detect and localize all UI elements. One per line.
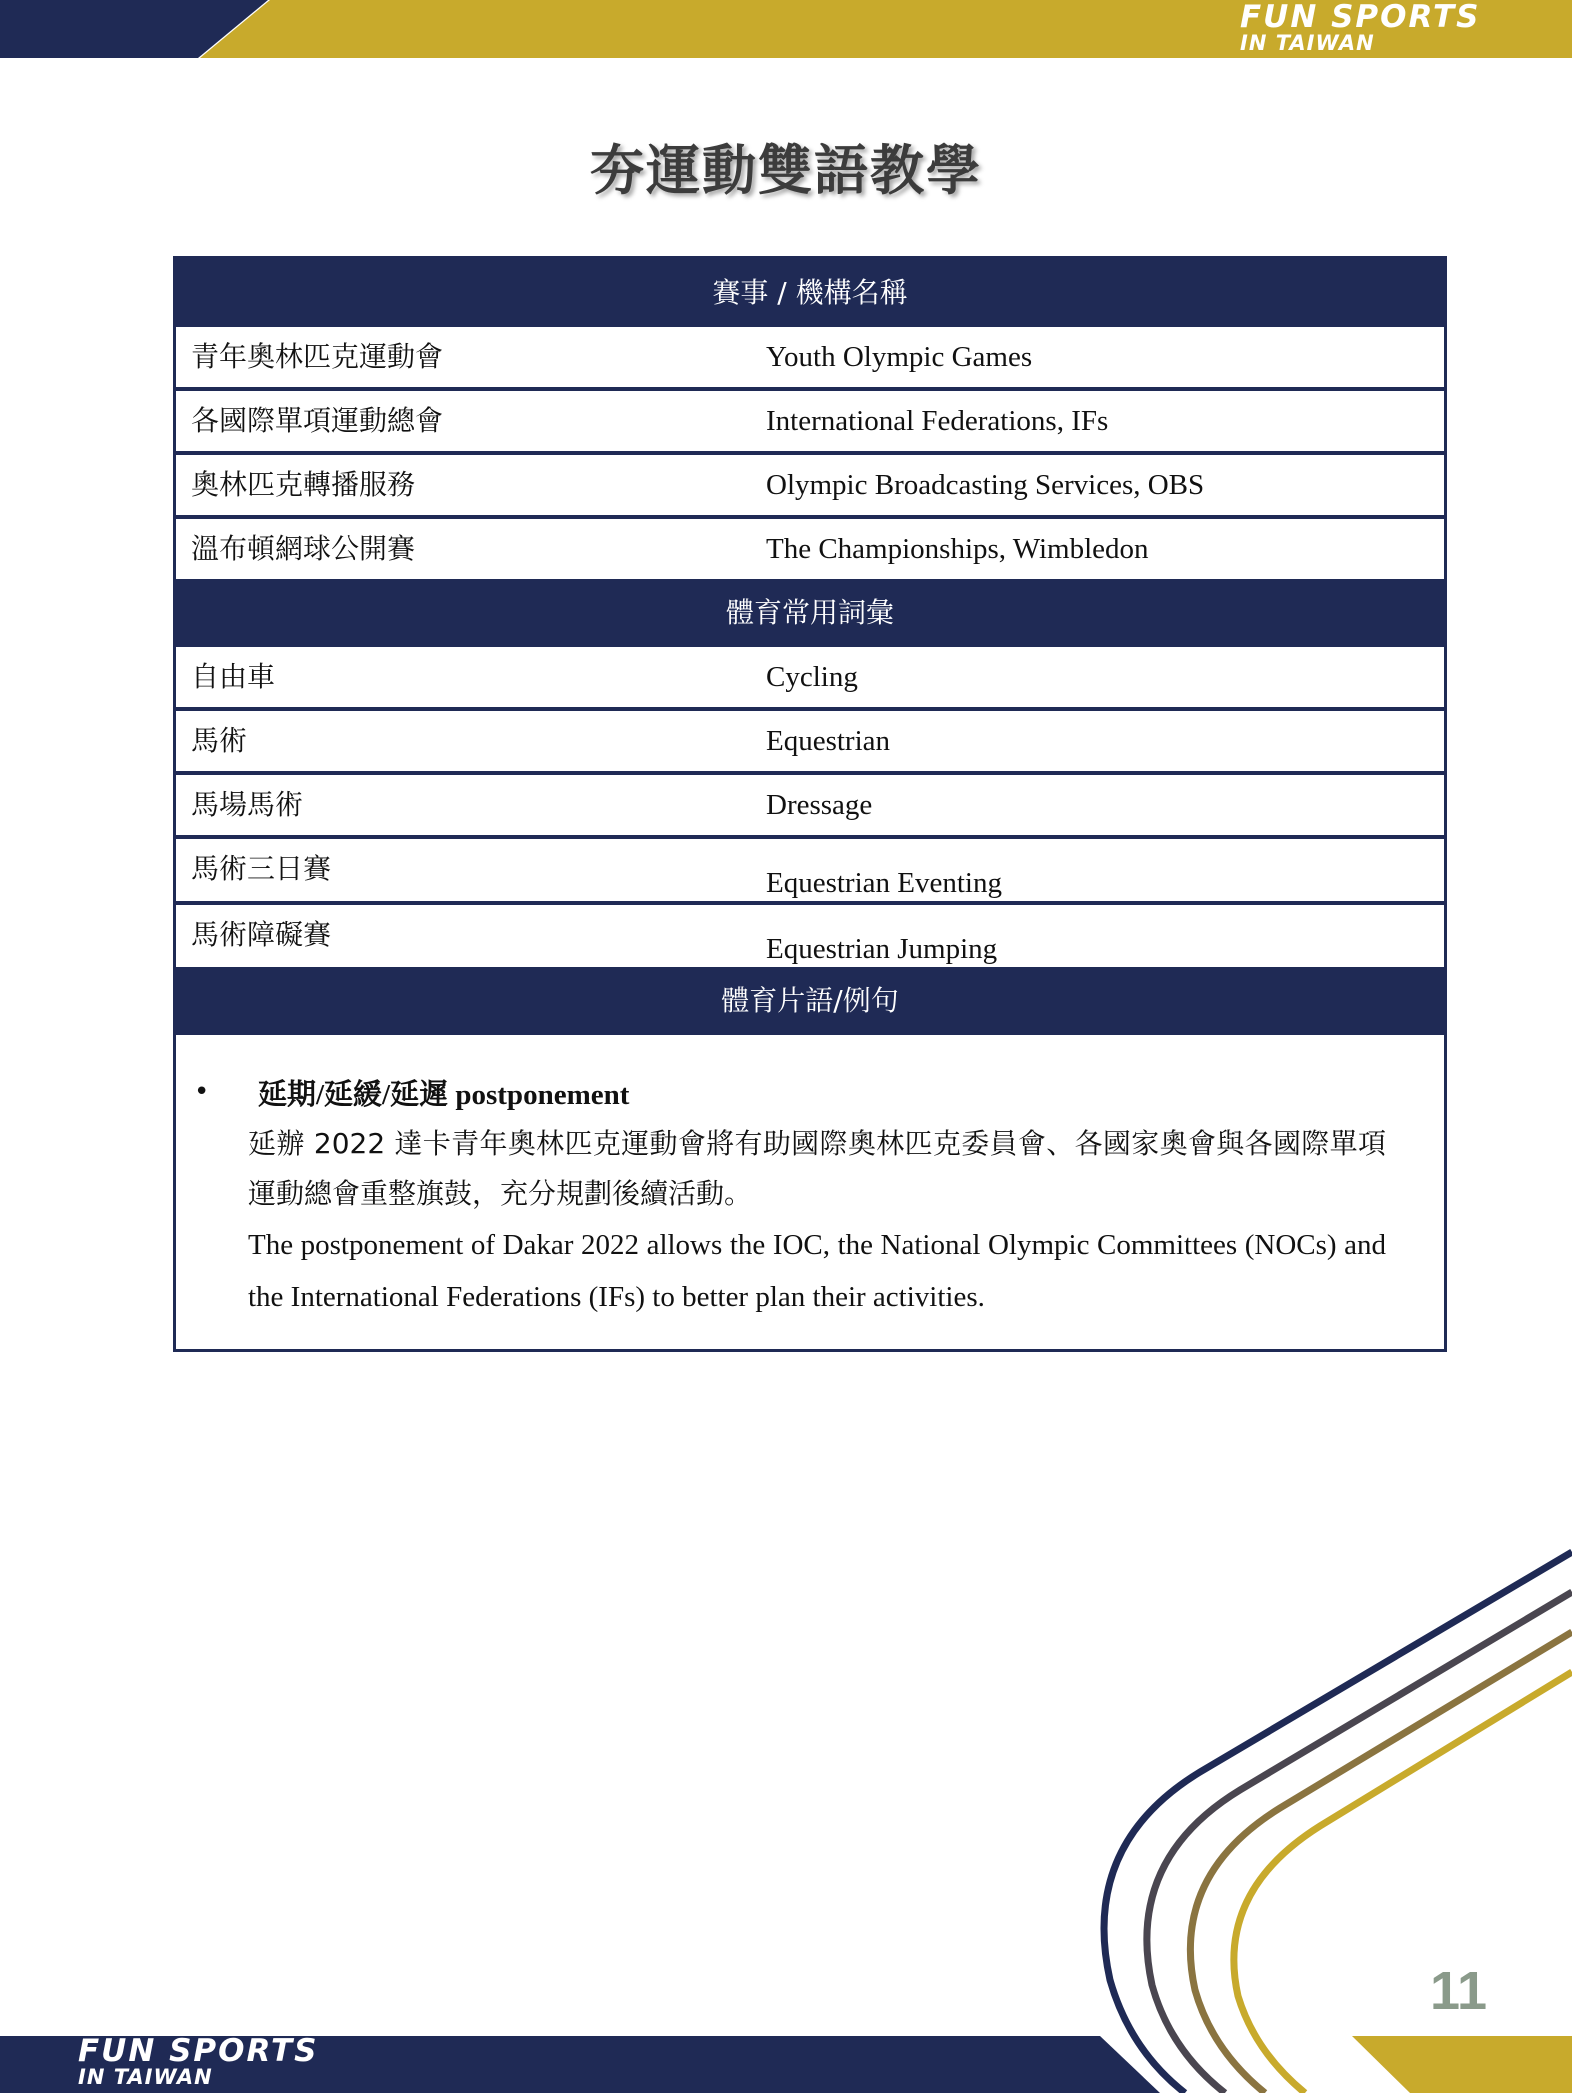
brand-line1: FUN SPORTS <box>1240 0 1481 35</box>
section-header-vocabulary: 體育常用詞彙 <box>176 579 1444 647</box>
brand-logo-bottom <box>78 2033 319 2089</box>
example-term: 延期/延緩/延遲 postponement <box>258 1079 630 1111</box>
term-en: Equestrian Jumping <box>766 933 998 965</box>
term-zh: 溫布頓網球公開賽 <box>191 532 416 565</box>
term-en: Cycling <box>766 661 858 693</box>
page-title: 夯運動雙語教學 <box>590 139 982 202</box>
bullet: • <box>194 1077 210 1107</box>
term-en: The Championships, Wimbledon <box>766 533 1149 565</box>
brand-line2: IN TAIWAN <box>1240 31 1375 55</box>
page-number: 11 <box>1430 1961 1488 2021</box>
term-zh: 自由車 <box>191 660 276 693</box>
term-en: Dressage <box>766 789 873 821</box>
term-zh: 馬術障礙賽 <box>191 918 332 951</box>
term-en: Youth Olympic Games <box>766 341 1033 373</box>
brand-line1: FUN SPORTS <box>78 2033 319 2069</box>
term-zh: 馬術三日賽 <box>191 852 332 885</box>
term-zh: 各國際單項運動總會 <box>191 404 444 437</box>
term-zh: 青年奧林匹克運動會 <box>191 340 444 373</box>
section-header-phrases: 體育片語/例句 <box>176 967 1444 1035</box>
term-zh: 奧林匹克轉播服務 <box>191 468 416 501</box>
term-en: International Federations, IFs <box>766 405 1109 437</box>
term-zh: 馬場馬術 <box>191 788 304 821</box>
term-en: Equestrian <box>766 725 891 757</box>
brand-line2: IN TAIWAN <box>78 2065 213 2089</box>
term-zh: 馬術 <box>191 724 248 757</box>
section-header-organizations: 賽事 / 機構名稱 <box>176 259 1444 327</box>
term-en: Equestrian Eventing <box>766 867 1002 899</box>
term-en: Olympic Broadcasting Services, OBS <box>766 469 1205 501</box>
example-sentence-zh: 延辦 2022 達卡青年奧林匹克運動會將有助國際奧林匹克委員會、各國家奧會與各國際單項運動總會重整旗鼓，充分規劃後續活動。 <box>248 1127 1386 1210</box>
example-sentence-en: The postponement of Dakar 2022 allows the IOC, the National Olympic Committees (NOCs) and the International Federations (IFs) to better plan their activities. <box>248 1229 1386 1313</box>
